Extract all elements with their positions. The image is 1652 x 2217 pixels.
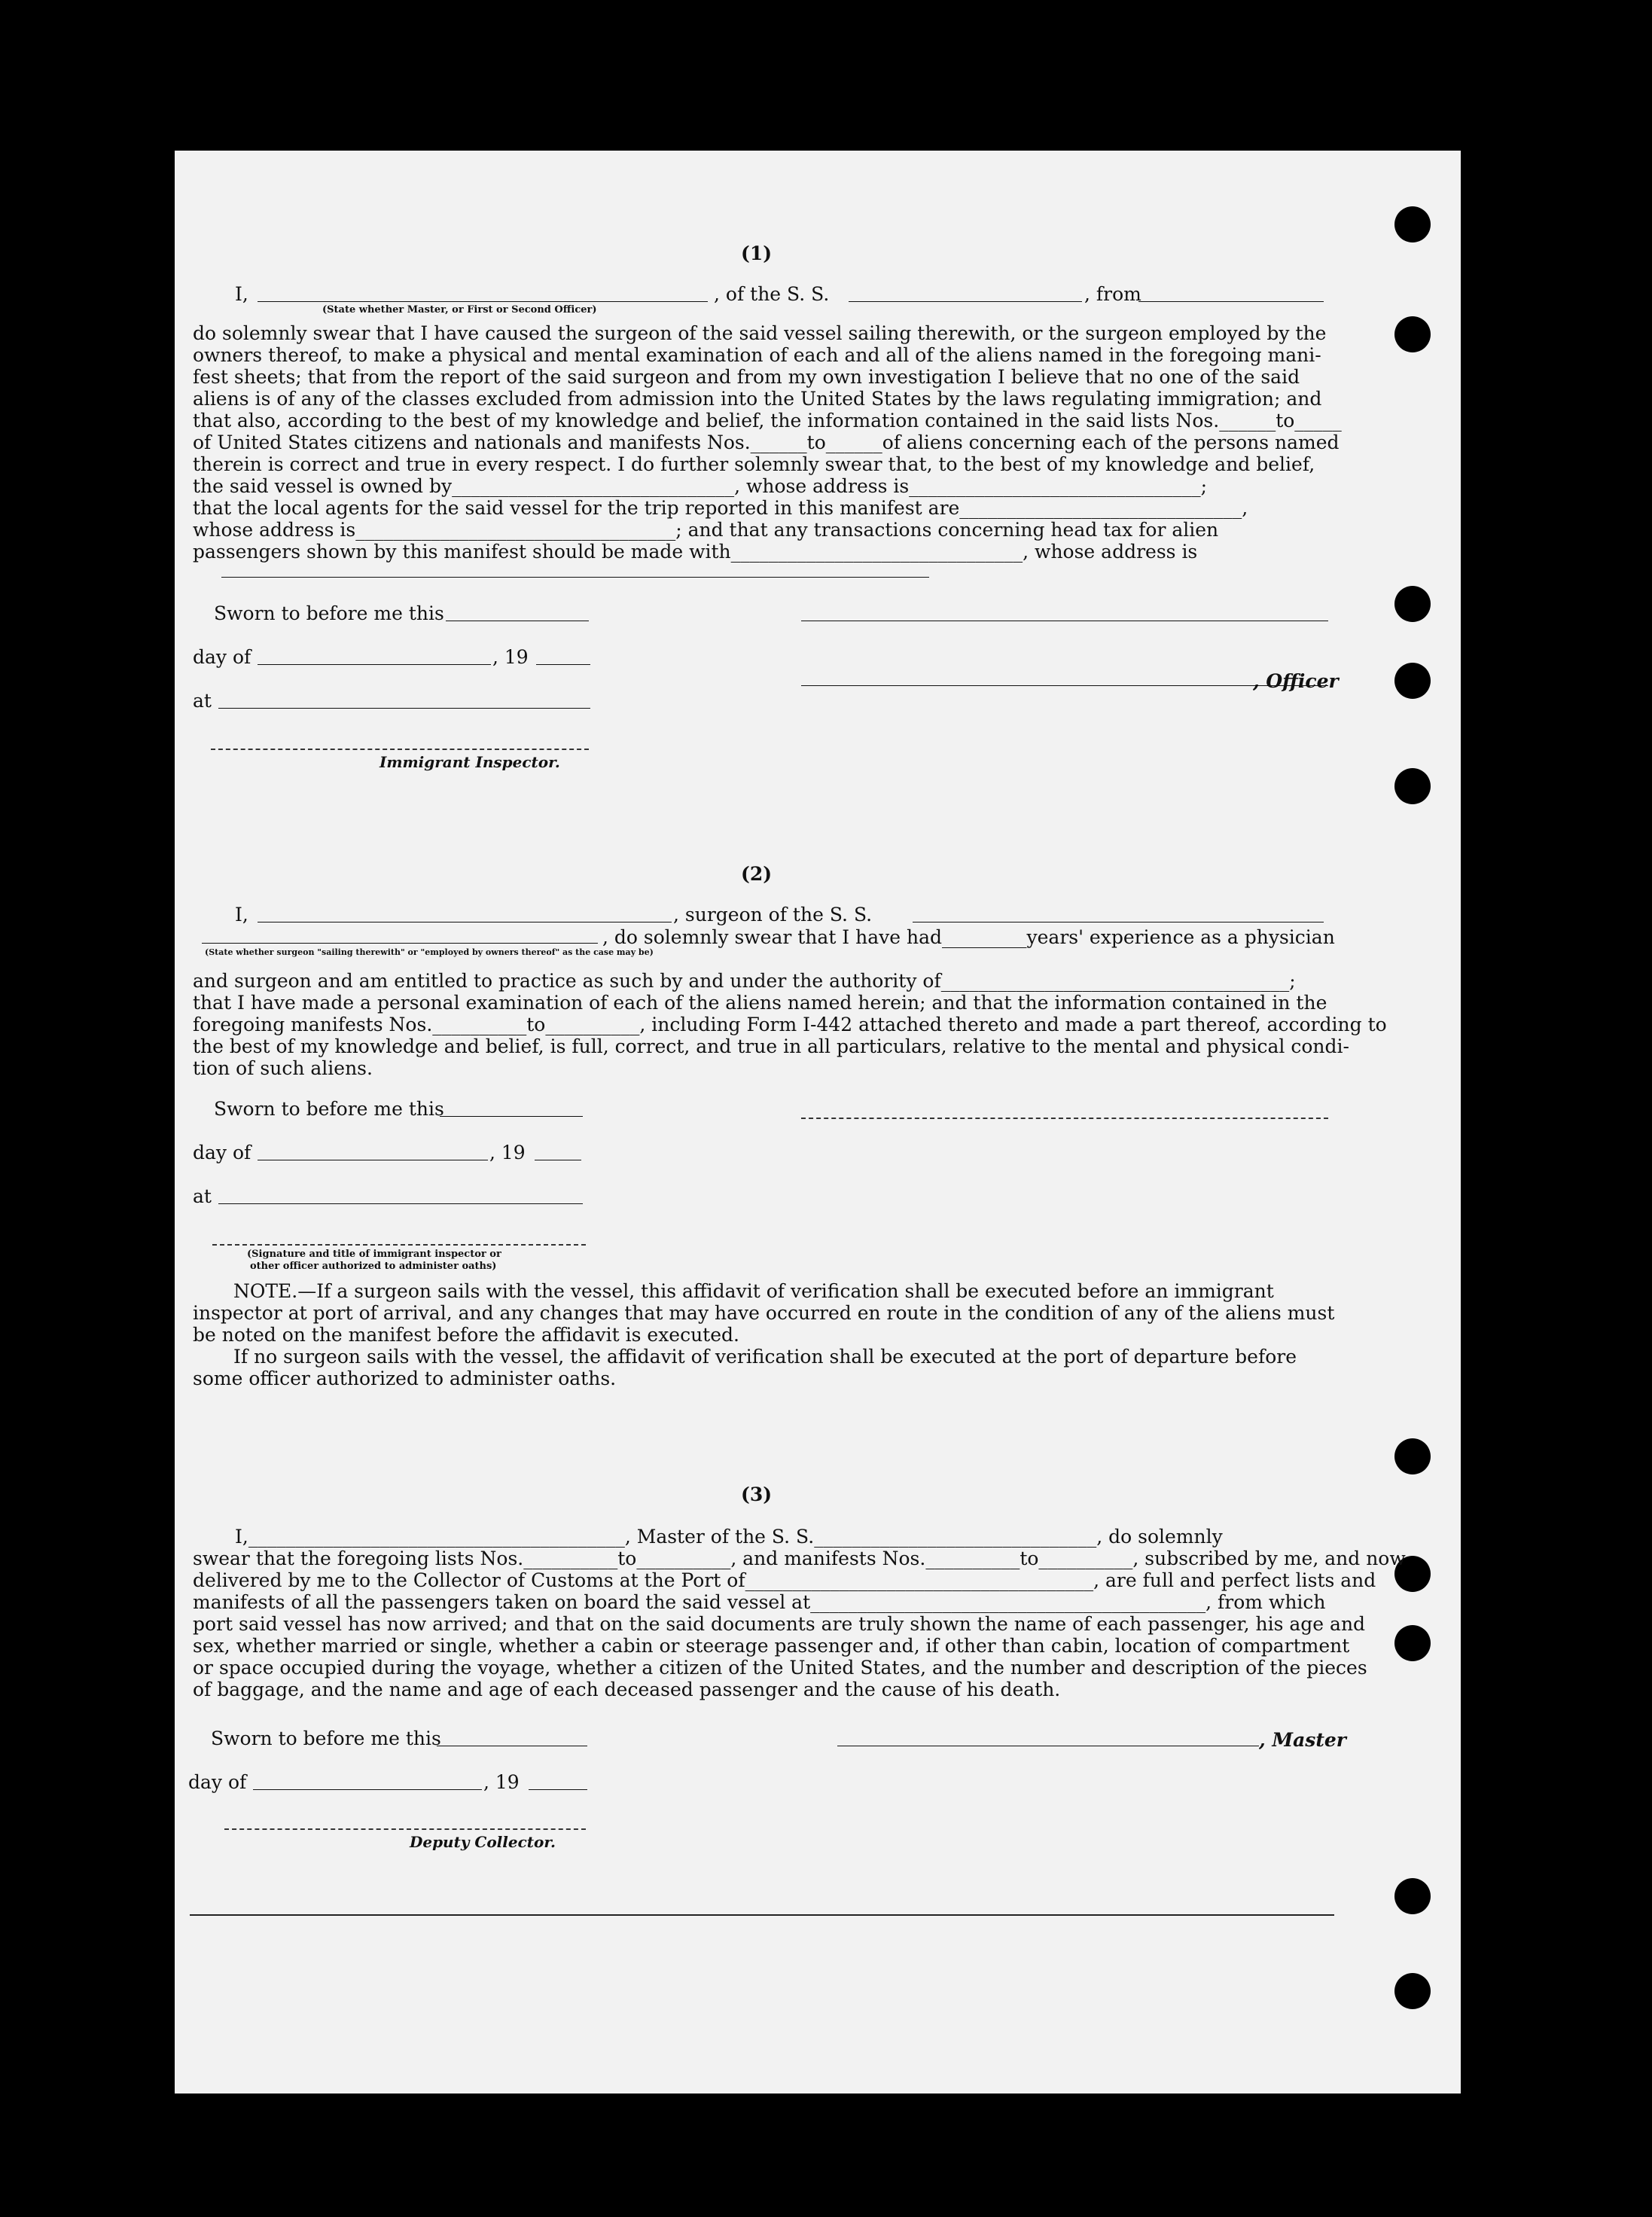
section-3-line: port said vessel has now arrived; and that on the said documents are truly shown the name of each passenger, his age and: [193, 1613, 1366, 1635]
inspector-signature-line[interactable]: [211, 749, 589, 750]
note-line: some officer authorized to administer oaths.: [193, 1368, 617, 1389]
binder-hole: [1394, 206, 1431, 242]
i-label: I,: [235, 283, 248, 305]
day-of-label: day of: [193, 646, 251, 668]
section-1-line: passengers shown by this manifest should be made with_______________________________, whose address is: [193, 541, 1198, 563]
section-1-line: therein is correct and true in every respect. I do further solemnly swear that, to the best of my knowledge and belief,: [193, 453, 1315, 475]
binder-hole: [1394, 768, 1431, 804]
year-label: , 19: [483, 1771, 520, 1793]
section-2-line: that I have made a personal examination of each of the aliens named herein; and that the information contained in the: [193, 992, 1327, 1014]
inspector-signature-line[interactable]: [212, 1244, 586, 1246]
section-1-number: (1): [741, 242, 773, 264]
year-field[interactable]: [536, 664, 590, 665]
year-field[interactable]: [529, 1789, 587, 1790]
officer-label: , Officer: [1253, 670, 1339, 692]
binder-hole: [1394, 663, 1431, 699]
surgeon-status-field[interactable]: [202, 943, 598, 944]
physician-signature-line[interactable]: [801, 1118, 1328, 1119]
section-1-line: owners thereof, to make a physical and mental examination of each and all of the aliens named in the foregoing mani-: [193, 344, 1321, 366]
section-1-line: aliens is of any of the classes excluded from admission into the United States by the laws regulating immigration; and: [193, 388, 1322, 410]
surgeon-of-label: , surgeon of the S. S.: [673, 904, 873, 926]
from-label: , from: [1084, 283, 1141, 305]
section-1-line: that the local agents for the said vessel for the trip reported in this manifest are______________________________,: [193, 497, 1248, 519]
year-label: , 19: [492, 646, 529, 668]
binder-hole: [1394, 316, 1431, 352]
section-3-line: of baggage, and the name and age of each deceased passenger and the cause of his death.: [193, 1679, 1061, 1700]
binder-hole: [1394, 1625, 1431, 1661]
collector-signature-line[interactable]: [224, 1828, 586, 1830]
bottom-rule: [190, 1914, 1334, 1916]
note-line: be noted on the manifest before the affidavit is executed.: [193, 1324, 739, 1346]
note-line: If no surgeon sails with the vessel, the affidavit of verification shall be executed at the port of departure before: [233, 1346, 1297, 1368]
at-label: at: [193, 1185, 212, 1207]
inspector-label: Immigrant Inspector.: [379, 753, 560, 771]
head-tax-address-field[interactable]: [221, 577, 929, 578]
section-3-line: delivered by me to the Collector of Customs at the Port of_____________________________________, are full and perfect lists and: [193, 1569, 1376, 1591]
binder-hole: [1394, 1438, 1431, 1474]
section-3-line: manifests of all the passengers taken on board the said vessel at__________________________________________, from which: [193, 1591, 1326, 1613]
binder-hole: [1394, 586, 1431, 622]
day-field[interactable]: [258, 664, 491, 665]
at-place-field[interactable]: [218, 708, 590, 709]
section-3-line: or space occupied during the voyage, whether a citizen of the United States, and the number and description of the pieces: [193, 1657, 1367, 1679]
manifest-affidavit-page: [175, 151, 1461, 2093]
signature-caption: (Signature and title of immigrant inspector or: [247, 1249, 501, 1260]
section-2-number: (2): [741, 863, 773, 885]
collector-label: Deputy Collector.: [410, 1833, 556, 1851]
sworn-label: Sworn to before me this: [214, 1098, 444, 1120]
at-place-field[interactable]: [218, 1203, 583, 1204]
day-of-label: day of: [188, 1771, 247, 1793]
year-label: , 19: [489, 1142, 526, 1163]
section-2-line: the best of my knowledge and belief, is full, correct, and true in all particulars, relative to the mental and physical condi-: [193, 1035, 1349, 1057]
officer-caption: (State whether Master, or First or Second Officer): [322, 304, 597, 316]
swear-line: , do solemnly swear that I have had_________years' experience as a physician: [602, 926, 1335, 948]
section-1-line: fest sheets; that from the report of the said surgeon and from my own investigation I believe that no one of the said: [193, 366, 1300, 388]
section-1-line: that also, according to the best of my knowledge and belief, the information contained in the said lists Nos.______to_____: [193, 410, 1342, 432]
at-label: at: [193, 690, 212, 712]
section-3-line: sex, whether married or single, whether a cabin or steerage passenger and, if other than cabin, location of compartment: [193, 1635, 1350, 1657]
master-label: , Master: [1259, 1729, 1346, 1751]
section-3-number: (3): [741, 1484, 773, 1505]
section-2-line: tion of such aliens.: [193, 1057, 373, 1079]
day-field[interactable]: [253, 1789, 482, 1790]
officer-title-field[interactable]: [258, 301, 708, 302]
section-1-line: of United States citizens and nationals and manifests Nos.______to______of aliens concerning each of the persons named: [193, 432, 1340, 453]
of-ss-label: , of the S. S.: [714, 283, 830, 305]
binder-hole: [1394, 1878, 1431, 1914]
surgeon-caption: (State whether surgeon "sailing therewith" or "employed by owners thereof" as the case may be): [205, 947, 654, 957]
signature-caption: other officer authorized to administer oaths): [250, 1261, 497, 1272]
binder-hole: [1394, 1973, 1431, 2009]
from-port-field[interactable]: [1138, 301, 1324, 302]
section-3-line: swear that the foregoing lists Nos.__________to__________, and manifests Nos.__________to__________, subscribed by me, and now: [193, 1548, 1406, 1569]
vessel-name-field[interactable]: [849, 301, 1082, 302]
section-1-line: the said vessel is owned by______________________________, whose address is_______________________________;: [193, 475, 1208, 497]
note-line: inspector at port of arrival, and any changes that may have occurred en route in the condition of any of the aliens must: [193, 1302, 1335, 1324]
section-1-line: whose address is__________________________________; and that any transactions concerning head tax for alien: [193, 519, 1219, 541]
i-label: I,: [235, 904, 248, 926]
sworn-label: Sworn to before me this: [214, 602, 444, 624]
section-3-line: I,________________________________________, Master of the S. S.______________________________, do solemnly: [235, 1526, 1223, 1548]
section-2-line: foregoing manifests Nos.__________to__________, including Form I-442 attached thereto and made a part thereof, according to: [193, 1014, 1387, 1035]
officer-title-line[interactable]: [801, 685, 1328, 686]
day-of-label: day of: [193, 1142, 251, 1163]
section-2-line: and surgeon and am entitled to practice as such by and under the authority of_____________________________________;: [193, 970, 1296, 992]
sworn-label: Sworn to before me this: [211, 1728, 441, 1749]
section-1-line: do solemnly swear that I have caused the surgeon of the said vessel sailing therewith, or the surgeon employed by the: [193, 322, 1327, 344]
sworn-date-field[interactable]: [440, 1116, 583, 1117]
note-line: NOTE.—If a surgeon sails with the vessel, this affidavit of verification shall be executed before an immigrant: [233, 1280, 1274, 1302]
